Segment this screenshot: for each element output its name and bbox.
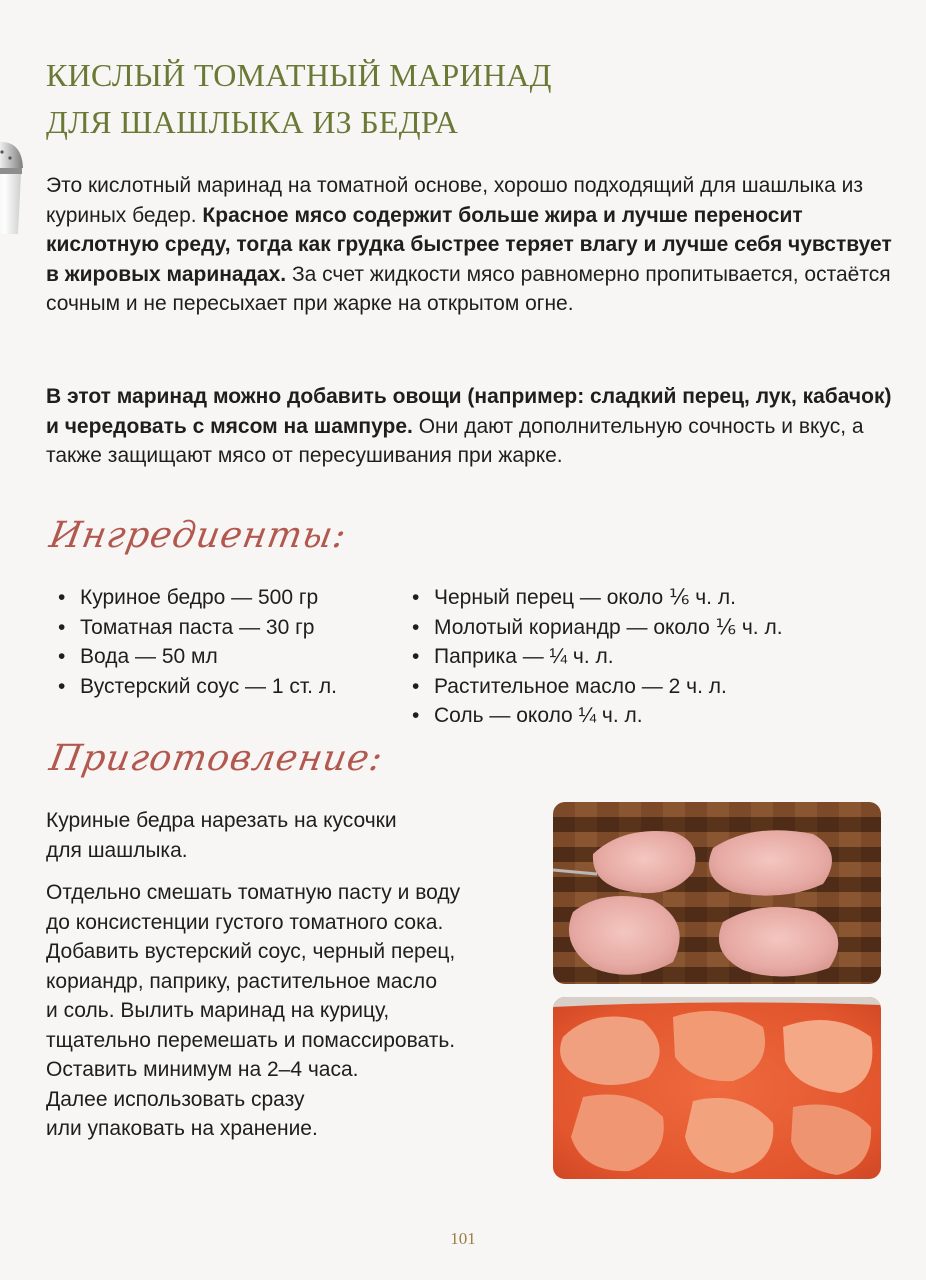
marinated-chicken-photo	[553, 997, 881, 1179]
ingredient-item: • Паприка — ¼ ч. л.	[410, 642, 783, 672]
ingredient-item: • Томатная паста — 30 гр	[56, 613, 337, 643]
salt-shaker-decoration	[0, 138, 24, 236]
raw-chicken-photo	[553, 802, 881, 984]
ingredient-item: • Соль — около ¼ ч. л.	[410, 701, 783, 731]
ingredients-heading: Ингредиенты:	[46, 515, 350, 556]
step-line: Добавить вустерский соус, черный перец,	[46, 940, 456, 963]
step-line: до консистенции густого томатного сока.	[46, 910, 444, 934]
step-line: Отдельно смешать томатную пасту и воду	[46, 881, 461, 904]
tip-text: Они дают дополнительную сочность и вкус, а также защищают мясо от пересушивания при жарке.	[46, 414, 864, 467]
intro-paragraph	[46, 171, 906, 319]
ingredient-item: • Вода — 50 мл	[56, 642, 337, 672]
ingredients-list-left	[56, 583, 337, 701]
step-line: кориандр, паприку, растительное масло	[46, 969, 438, 993]
ingredient-item: • Молотый кориандр — около ⅙ ч. л.	[410, 613, 783, 643]
ingredients-list-right	[410, 583, 783, 731]
step-line: Далее использовать сразу	[46, 1087, 305, 1111]
intro-text-2: За счет жидкости мясо равномерно пропитывается, остаётся сочным и не пересыхает при жарке на открытом огне.	[46, 262, 891, 315]
ingredient-item: • Куриное бедро — 500 гр	[56, 583, 337, 613]
page-title	[46, 52, 552, 146]
step-line: или упаковать на хранение.	[46, 1117, 318, 1140]
ingredient-item: • Вустерский соус — 1 ст. л.	[56, 672, 337, 702]
step-line: и соль. Вылить маринад на курицу,	[46, 999, 390, 1022]
title-line-1: КИСЛЫЙ ТОМАТНЫЙ МАРИНАД	[46, 57, 552, 93]
preparation-step-2	[46, 878, 460, 1144]
preparation-heading: Приготовление:	[46, 738, 387, 779]
ingredient-item: • Черный перец — около ⅙ ч. л.	[410, 583, 783, 613]
tip-paragraph	[46, 382, 906, 471]
title-line-2: ДЛЯ ШАШЛЫКА ИЗ БЕДРА	[46, 104, 459, 140]
preparation-step-1	[46, 806, 397, 865]
tip-bold-text: В этот маринад можно добавить овощи (например: сладкий перец, лук, кабачок) и чередовать с мясом на шампуре.	[46, 385, 892, 438]
ingredient-item: • Растительное масло — 2 ч. л.	[410, 672, 783, 702]
step-line: Куриные бедра нарезать на кусочки	[46, 809, 397, 832]
step-line: Оставить минимум на 2–4 часа.	[46, 1058, 359, 1081]
step-line: тщательно перемешать и помассировать.	[46, 1028, 456, 1052]
intro-bold-text: Красное мясо содержит больше жира и лучше переносит кислотную среду, тогда как грудка быстрее теряет влагу и лучше себя чувствует в жировых маринадах.	[46, 203, 892, 286]
step-line: для шашлыка.	[46, 838, 188, 862]
page-number: 101	[450, 1229, 476, 1248]
intro-text-1: Это кислотный маринад на томатной основе, хорошо подходящий для шашлыка из куриных бедер.	[46, 174, 864, 227]
